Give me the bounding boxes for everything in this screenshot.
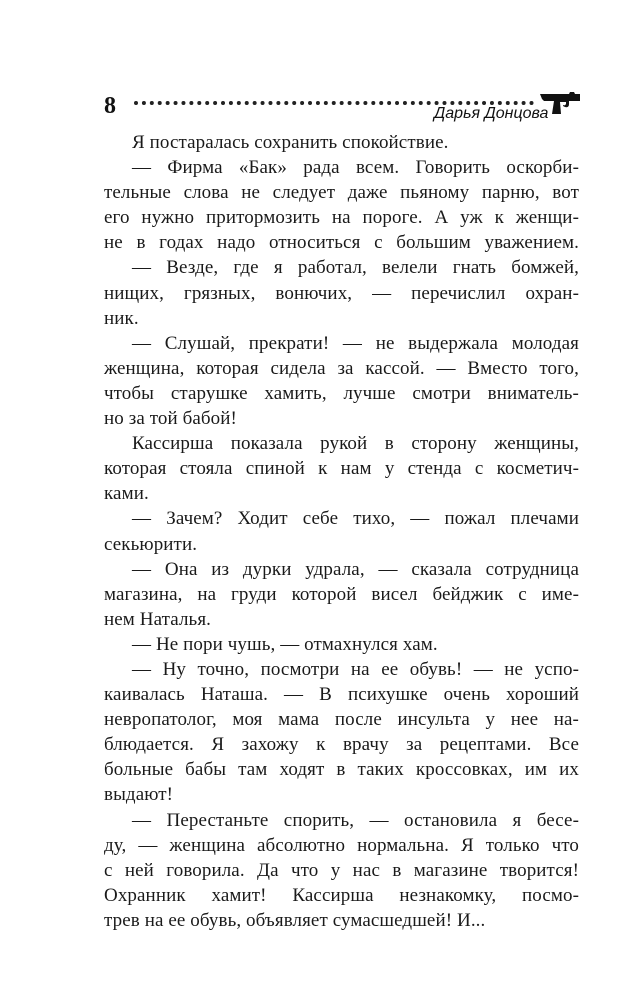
- text-line: тельные слова не следует даже пьяному парню, вот: [104, 182, 579, 204]
- text-line: с ней говорила. Да что у нас в магазине творится!: [104, 859, 579, 881]
- running-header: [104, 90, 579, 124]
- text-line: выдают!: [104, 784, 174, 806]
- text-line: — Ну точно, посмотри на ее обувь! — не успо-: [132, 658, 579, 680]
- text-line: которая стояла спиной к нам у стенда с косметич-: [104, 458, 579, 480]
- text-line: — Она из дурки удрала, — сказала сотрудница: [132, 558, 579, 580]
- page-number: 8: [104, 93, 116, 119]
- text-line: — Не пори чушь, — отмахнулся хам.: [132, 633, 438, 655]
- text-line: — Перестаньте спорить, — остановила я бесе-: [132, 809, 579, 831]
- text-line: ник.: [104, 307, 139, 329]
- text-line: трев на ее обувь, объявляет сумасшедшей! И...: [104, 909, 486, 931]
- body-text: [104, 130, 579, 933]
- text-line: Кассирша показала рукой в сторону женщины,: [132, 433, 579, 455]
- pistol-icon: [539, 90, 581, 116]
- text-line: его нужно притормозить на пороге. А уж к женщи-: [104, 207, 579, 229]
- text-line: Охранник хамит! Кассирша незнакомку, посмо-: [104, 884, 579, 906]
- text-line: женщина, которая сидела за кассой. — Вместо того,: [104, 357, 579, 379]
- text-line: — Фирма «Бак» рада всем. Говорить оскорби-: [132, 157, 579, 179]
- text-line: — Зачем? Ходит себе тихо, — пожал плечами: [132, 508, 579, 530]
- text-line: нем Наталья.: [104, 608, 212, 630]
- text-line: больные бабы там ходят в таких кроссовках, им их: [104, 759, 579, 781]
- text-line: чтобы старушке хамить, лучше смотри вниматель-: [104, 382, 579, 404]
- text-line: блюдается. Я захожу к врачу за рецептами. Все: [104, 734, 579, 756]
- text-line: Я постаралась сохранить спокойствие.: [132, 132, 449, 153]
- text-line: невропатолог, моя мама после инсульта у нее на-: [104, 709, 579, 731]
- text-line: нищих, грязных, вонючих, — перечислил охран-: [104, 282, 579, 304]
- text-line: магазина, на груди которой висел бейджик с име-: [104, 583, 579, 605]
- text-line: каивалась Наташа. — В психушке очень хороший: [104, 684, 579, 706]
- text-line: не в годах надо относиться с большим уважением.: [104, 232, 579, 254]
- text-line: — Везде, где я работал, велели гнать бомжей,: [132, 257, 579, 279]
- text-line: — Слушай, прекрати! — не выдержала молодая: [132, 332, 579, 354]
- text-line: но за той бабой!: [104, 408, 237, 430]
- text-line: секьюрити.: [104, 533, 198, 555]
- text-line: ду, — женщина абсолютно нормальна. Я только что: [104, 834, 579, 856]
- author-name: Дарья Донцова: [434, 105, 549, 122]
- text-line: ками.: [104, 483, 149, 505]
